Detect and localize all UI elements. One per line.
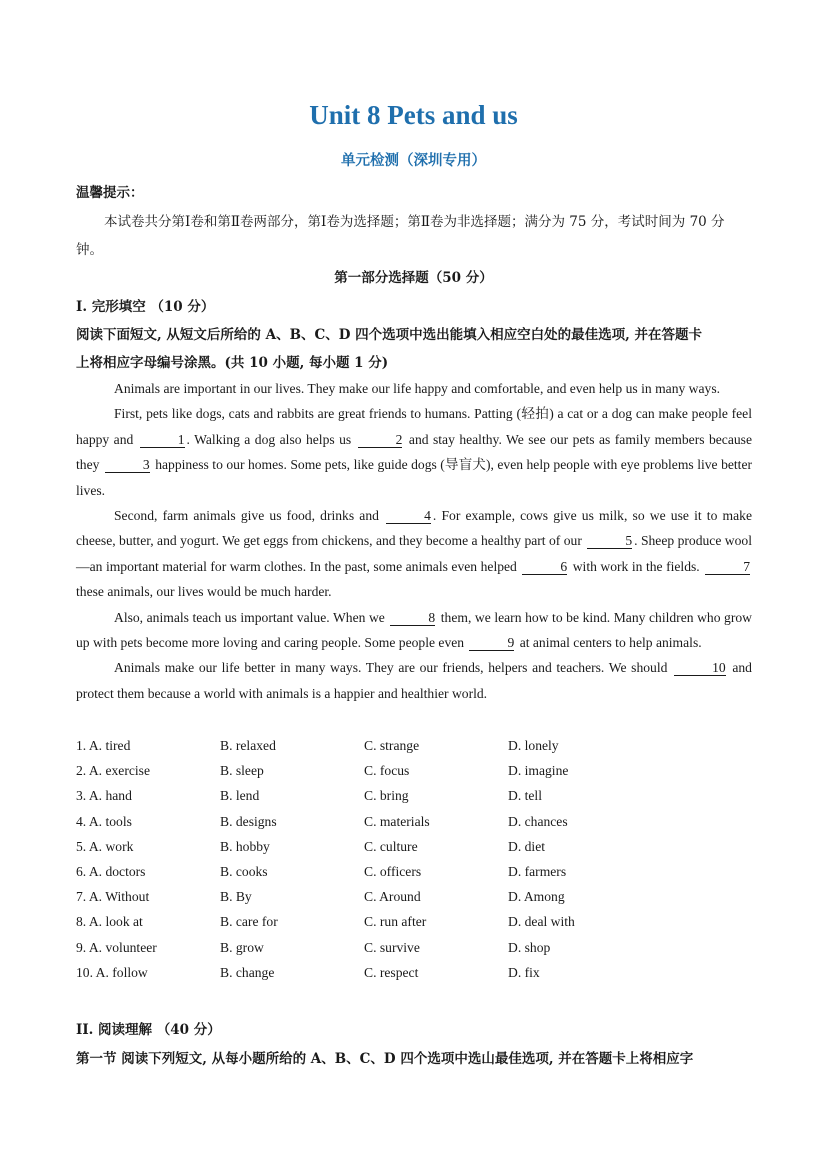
option-c: C. run after bbox=[364, 914, 427, 930]
option-b: B. sleep bbox=[220, 763, 264, 779]
option-a: 9. A. volunteer bbox=[76, 939, 157, 955]
option-b: B. relaxed bbox=[220, 738, 276, 753]
option-b: B. grow bbox=[220, 939, 264, 955]
option-c: C. strange bbox=[364, 738, 420, 753]
passage-text: and stay healthy. We see our pets as family members because they bbox=[76, 431, 752, 473]
cloze-blank-1: 1 bbox=[140, 432, 185, 448]
option-a: 4. A. tools bbox=[76, 813, 132, 829]
passage-paragraph-5 bbox=[76, 655, 752, 706]
option-d: D. farmers bbox=[508, 863, 567, 879]
cloze-options bbox=[76, 737, 736, 989]
option-c: C. survive bbox=[364, 939, 420, 955]
option-a: 1. A. tired bbox=[76, 738, 131, 753]
notice-label: 温馨提示： bbox=[76, 185, 144, 201]
option-c: C. materials bbox=[364, 813, 430, 829]
option-row bbox=[76, 913, 736, 938]
cloze-blank-3: 3 bbox=[105, 457, 150, 473]
option-b: B. lend bbox=[220, 788, 260, 804]
option-row bbox=[76, 813, 736, 838]
cloze-section-title: I. 完形填空 （10 分） bbox=[76, 299, 215, 315]
cloze-blank-7: 7 bbox=[705, 559, 750, 575]
passage-text: . For example, cows give us milk, so we use it to make cheese, butter, and yogurt. We get eggs from chickens, and they become a healthy part of our bbox=[76, 508, 752, 549]
cloze-blank-9: 9 bbox=[469, 635, 514, 651]
option-c: C. Around bbox=[364, 889, 421, 905]
option-b: B. change bbox=[220, 964, 275, 980]
option-b: B. care for bbox=[220, 914, 278, 930]
option-d: D. shop bbox=[508, 939, 551, 955]
passage-text: these animals, our lives would be much harder. bbox=[76, 584, 332, 600]
option-b: B. cooks bbox=[220, 863, 268, 879]
option-row bbox=[76, 964, 736, 989]
option-a: 3. A. hand bbox=[76, 788, 132, 804]
option-d: D. deal with bbox=[508, 914, 575, 930]
option-d: D. fix bbox=[508, 964, 540, 980]
passage-paragraph-2 bbox=[76, 401, 752, 503]
passage-text: them, we learn how to be kind. Many children who grow up with pets become more loving and caring people. Some people even bbox=[76, 609, 752, 651]
cloze-blank-8: 8 bbox=[390, 610, 435, 626]
option-d: D. Among bbox=[508, 889, 565, 905]
option-row bbox=[76, 737, 736, 762]
cloze-blank-6: 6 bbox=[522, 559, 567, 575]
notice-text-line2: 钟。 bbox=[76, 242, 103, 258]
cloze-blank-5: 5 bbox=[587, 533, 632, 549]
option-a: 7. A. Without bbox=[76, 889, 150, 905]
option-b: B. hobby bbox=[220, 838, 270, 854]
passage-text: happiness to our homes. Some pets, like guide dogs (导盲犬), even help people with eye problems live better lives. bbox=[76, 457, 753, 498]
cloze-passage bbox=[76, 376, 752, 706]
passage-text: Animals are important in our lives. They make our life happy and comfortable, and even help us in many ways. bbox=[114, 381, 721, 396]
reading-section-title: II. 阅读理解 （40 分） bbox=[76, 1022, 221, 1038]
passage-text: Second, farm animals give us food, drinks and bbox=[114, 508, 379, 524]
page-subtitle: 单元检测（深圳专用） bbox=[341, 152, 486, 169]
option-row bbox=[76, 863, 736, 888]
passage-paragraph-4 bbox=[76, 605, 752, 656]
page-title: Unit 8 Pets and us bbox=[309, 100, 518, 130]
option-row bbox=[76, 762, 736, 787]
option-c: C. bring bbox=[364, 788, 409, 804]
passage-text: with work in the fields. bbox=[572, 558, 700, 574]
option-c: C. culture bbox=[364, 838, 418, 854]
cloze-instruction-line1: 阅读下面短文, 从短文后所给的 A、B、C、D 四个选项中选出能填入相应空白处的最佳选项, 并在答题卡 bbox=[76, 327, 703, 343]
option-c: C. respect bbox=[364, 964, 419, 980]
part1-heading: 第一部分选择题（50 分） bbox=[334, 270, 493, 286]
passage-text: Also, animals teach us important value. When we bbox=[114, 609, 385, 625]
option-d: D. lonely bbox=[508, 738, 559, 753]
passage-text: . Walking a dog also helps us bbox=[186, 431, 352, 447]
passage-text: First, pets like dogs, cats and rabbits are great friends to humans. Patting (轻拍) a cat or a dog can make people feel happy and bbox=[76, 406, 752, 447]
option-row bbox=[76, 888, 736, 913]
option-row bbox=[76, 787, 736, 812]
option-row bbox=[76, 838, 736, 863]
option-d: D. tell bbox=[508, 788, 542, 804]
option-d: D. chances bbox=[508, 813, 568, 829]
option-a: 10. A. follow bbox=[76, 964, 148, 980]
cloze-blank-4: 4 bbox=[386, 508, 431, 524]
option-b: B. By bbox=[220, 889, 252, 905]
option-c: C. focus bbox=[364, 763, 410, 779]
option-a: 8. A. look at bbox=[76, 914, 143, 930]
reading-instruction-line1: 第一节 阅读下列短文, 从每小题所给的 A、B、C、D 四个选项中选山最佳选项, 并在答题卡上将相应字 bbox=[76, 1051, 694, 1067]
option-c: C. officers bbox=[364, 863, 422, 879]
cloze-blank-10: 10 bbox=[674, 660, 726, 676]
option-a: 5. A. work bbox=[76, 838, 134, 854]
passage-text: . Sheep produce wool—an important material for warm clothes. In the past, some animals even helped bbox=[76, 533, 752, 574]
passage-text: at animal centers to help animals. bbox=[519, 635, 702, 651]
cloze-blank-2: 2 bbox=[358, 432, 403, 448]
option-b: B. designs bbox=[220, 813, 277, 829]
option-d: D. diet bbox=[508, 838, 545, 854]
option-row bbox=[76, 939, 736, 964]
passage-text: and protect them because a world with animals is a happier and healthier world. bbox=[76, 660, 752, 701]
passage-paragraph-1 bbox=[76, 376, 752, 401]
option-a: 2. A. exercise bbox=[76, 763, 150, 779]
option-d: D. imagine bbox=[508, 763, 569, 779]
notice-text-line1: 本试卷共分第Ⅰ卷和第Ⅱ卷两部分，第Ⅰ卷为选择题；第Ⅱ卷为非选择题；满分为 75 分，考试时间为 70 分 bbox=[104, 214, 725, 230]
option-a: 6. A. doctors bbox=[76, 863, 146, 879]
passage-paragraph-3 bbox=[76, 503, 752, 605]
cloze-instruction-line2: 上将相应字母编号涂黑。(共 10 小题, 每小题 1 分) bbox=[76, 355, 389, 371]
passage-text: Animals make our life better in many ways. They are our friends, helpers and teachers. We should bbox=[114, 660, 668, 676]
